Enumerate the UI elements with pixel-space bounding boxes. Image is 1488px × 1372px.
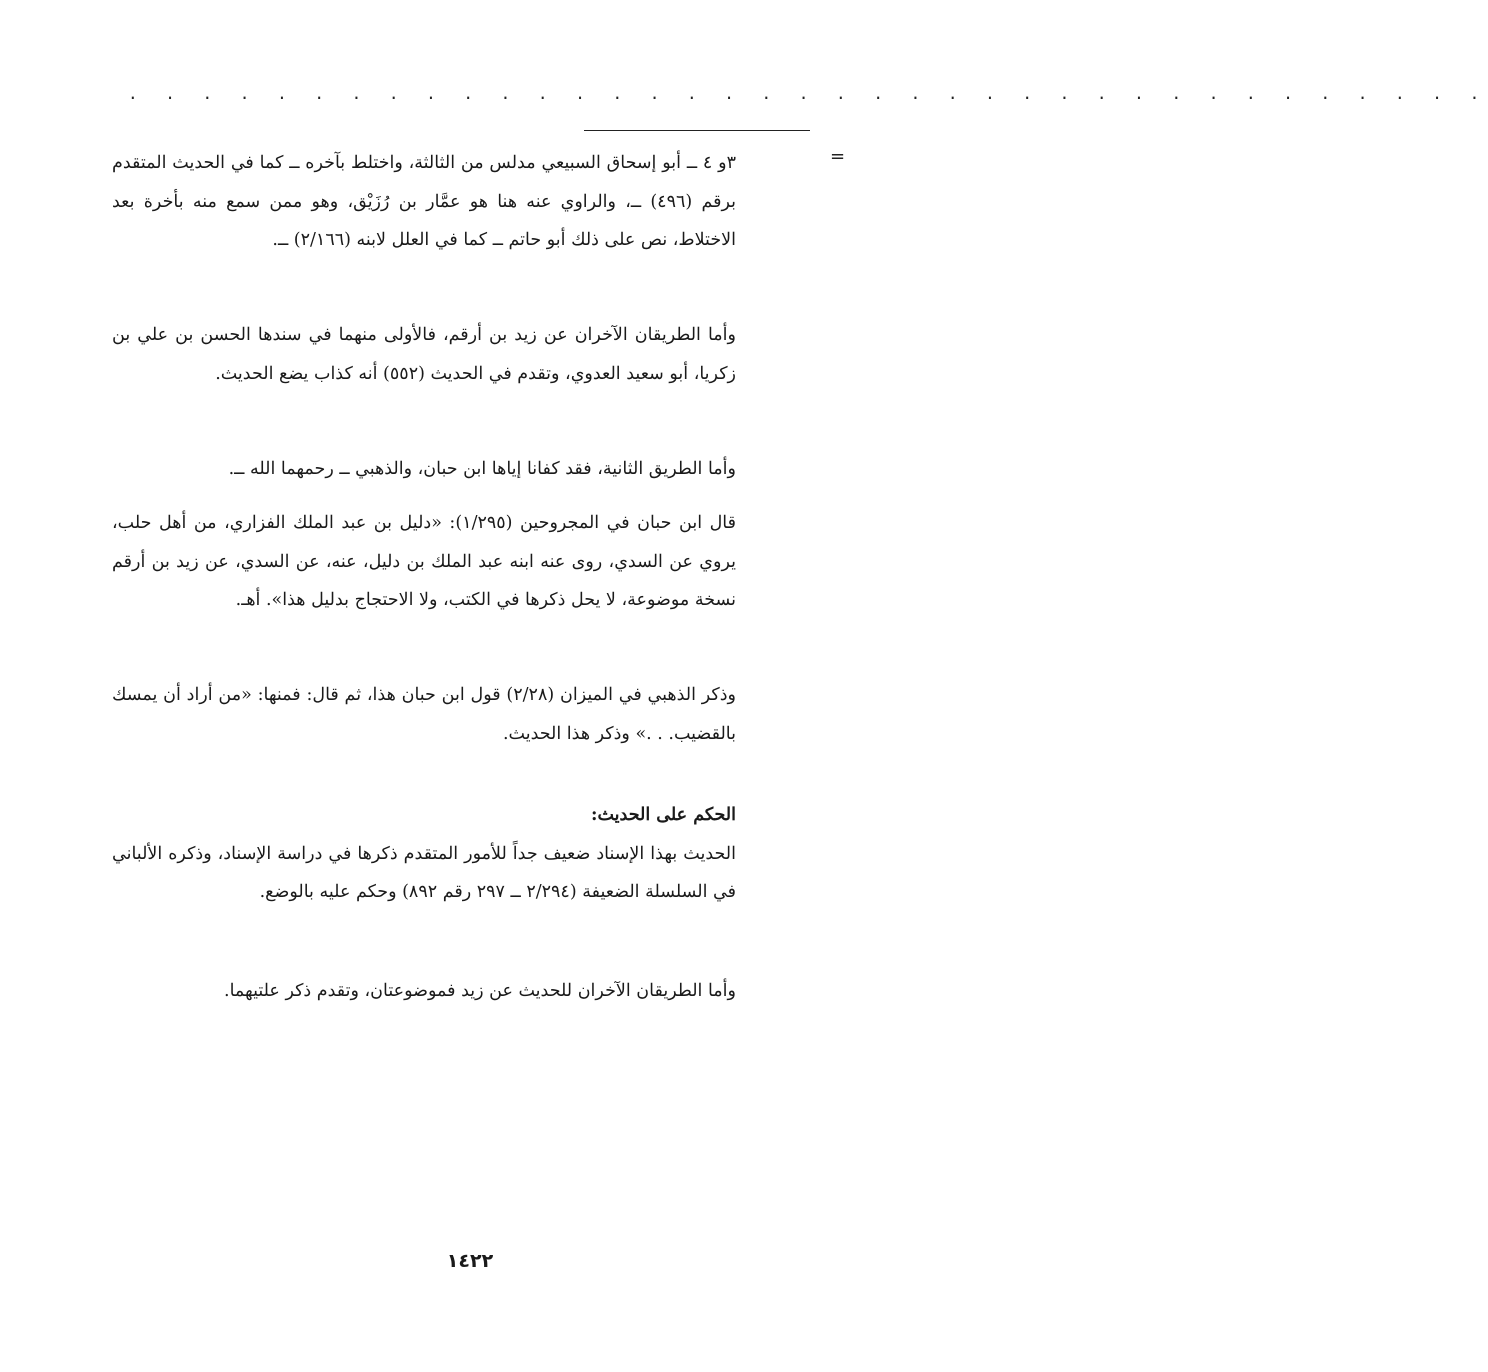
page-number: ١٤٢٢ [446, 1250, 494, 1272]
paragraph-text: قال ابن حبان في المجروحين (١/٢٩٥): «دليل بن عبد الملك الفزاري، من أهل حلب، يروي عن السدي، روى عنه ابنه عبد الملك بن دليل، عنه، عن السدي، عن زيد بن أرقم نسخة موضوعة، لا يحل ذكرها في الكتب، ولا الاحتجاج بدليل هذا». أهـ. [112, 513, 737, 610]
paragraph-3 [112, 450, 736, 489]
final-paragraph [112, 972, 736, 1011]
paragraph-text: وأما الطريقان الآخران عن زيد بن أرقم، فالأولى منهما في سندها الحسن بن علي بن زكريا، أبو سعيد العدوي، وتقدم في الحديث (٥٥٢) أنه كذاب يضع الحديث. [112, 325, 736, 384]
paragraph-5 [112, 676, 736, 753]
paragraph-text: ٣و ٤ ــ أبو إسحاق السبيعي مدلس من الثالثة، واختلط بآخره ــ كما في الحديث المتقدم برقم (٤٩٦) ــ، والراوي عنه هنا هو عمَّار بن رُزَيْق، وهو ممن سمع منه بأخرة بعد الاختلاط، نص على ذلك أبو حاتم ــ كما في العلل لابنه (٢/١٦٦) ــ. [112, 153, 736, 250]
paragraph-4 [112, 504, 736, 620]
footnote-rule [584, 130, 810, 131]
paragraph-text: وأما الطريق الثانية، فقد كفانا إياها ابن حبان، والذهبي ــ رحمهما الله ــ. [228, 459, 736, 479]
paragraph-text: وذكر الذهبي في الميزان (٢/٢٨) قول ابن حبان هذا، ثم قال: فمنها: «من أراد أن يمسك بالقضيب. . .» وذكر هذا الحديث. [112, 685, 736, 744]
paragraph-text: وأما الطريقان الآخران للحديث عن زيد فموضوعتان، وتقدم ذكر علتيهما. [224, 981, 736, 1001]
ruling-section [112, 796, 736, 912]
paragraph-2 [112, 316, 736, 393]
dotted-separator: . . . . . . . . . . . . . . . . . . . . . . . . . . . . . . . . . . . . . [128, 84, 1488, 103]
ruling-text: الحديث بهذا الإسناد ضعيف جداً للأمور المتقدم ذكرها في دراسة الإسناد، وذكره الألباني في السلسلة الضعيفة (٢/٢٩٤ ــ ٢٩٧ رقم ٨٩٢) وحكم عليه بالوضع. [112, 843, 736, 902]
ruling-heading: الحكم على الحديث: [591, 805, 736, 825]
continuation-mark: = [830, 146, 846, 167]
paragraph-1 [112, 144, 736, 260]
